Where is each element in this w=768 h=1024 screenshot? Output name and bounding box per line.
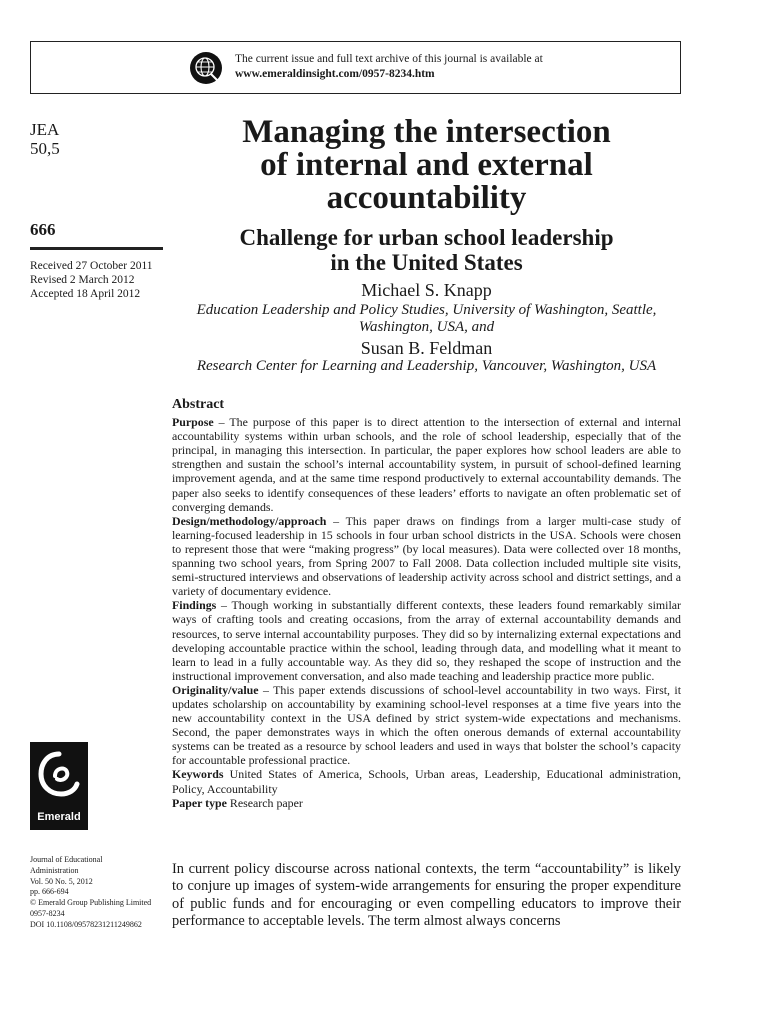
author-affiliation: Education Leadership and Policy Studies, University of Washington, Seattle, Washington, USA, and [196,302,657,335]
abstract-purpose: Purpose – The purpose of this paper is to direct attention to the intersection of external and internal accountability systems within urban schools, and the role of school leadership, especially that of the principal, in managing this intersection. In particular, the paper explores how school leaders are able to strengthen and sustain the school’s internal accountability system, in pursuit of school-defined learning improvement agenda, and at the same time respond productively to external accountability demands. The paper also seeks to identify consequences of these leaders’ efforts to navigate an often problematic set of converging demands. [172,415,681,514]
journal-url-link[interactable]: www.emeraldinsight.com/0957-8234.htm [235,68,435,80]
abstract-originality: Originality/value – This paper extends discussions of school-level accountability in two ways. First, it updates scholarship on accountability by examining school-level responses at a time five years into the new accountability context in the USA defined by strict system-wide expectations and mechanisms. Second, the paper demonstrates ways in which the often onerous demands of external accountability systems can be treated as a resource by school leaders and used in ways that bolster the school’s capacity for accountable professional practice. [172,682,681,768]
abstract-design: Design/methodology/approach – This paper draws on findings from a larger multi-case study of learning-focused leadership in 15 schools in four urban school districts in the USA. Schools were chosen to represent those that were “making progress” (by local measures). Data were collected over 18 months, spanning two school years, from Spring 2007 to Fall 2008. Data collection included multiple site visits, semi-structured interviews and observations of leadership activity across school and district settings, and a variety of documentary evidence. [172,513,681,599]
article-subtitle: Challenge for urban school leadership in the United States [239,225,614,275]
article-history [30,259,153,301]
author-affiliation: Research Center for Learning and Leadership, Vancouver, Washington, USA [196,358,657,374]
accepted-date: Accepted 18 April 2012 [30,288,141,300]
margin-divider [30,247,163,250]
abstract-section [172,398,681,810]
abstract-findings: Findings – Though working in substantially different contexts, these leaders found remarkably similar ways of crafting tools and creating occasions, from the array of external accountability demands and resources, to serve internal accountability purposes. They did so by internalizing external expectations and developing accountable practice within the school, leading through data, and modelling what it meant to learn to lead in a fully accountable way. As they did so, they reshaped the scope of instruction and the instructional improvement conversation, and also made teaching and leadership practice more public. [172,598,681,683]
logo-wordmark: Emerald [37,811,81,823]
journal-abbrev: JEA [30,120,60,139]
abstract-heading: Abstract [172,397,225,412]
abstract-paper-type: Paper type Research paper [172,795,303,810]
article-title: Managing the intersection of internal and external accountability [242,114,611,216]
revised-date: Revised 2 March 2012 [30,274,135,286]
received-date: Received 27 October 2011 [30,260,153,272]
abstract-keywords: Keywords United States of America, Schools, Urban areas, Leadership, Educational administration, Policy, Accountability [172,767,681,796]
body-paragraph: In current policy discourse across national contexts, the term “accountability” is likely to conjure up images of system-wide arrangements for ensuring the proper expenditure of public funds and for encouraging or even compelling educators to improve their performance to acceptable levels. The term almost always concerns [172,861,681,929]
journal-availability-box [30,41,681,94]
availability-note: The current issue and full text archive of this journal is available at [235,53,543,65]
page-number: 666 [30,220,56,239]
volume-issue: 50,5 [30,139,60,158]
author-name: Susan B. Feldman [360,338,493,358]
emerald-swirl-icon [35,748,83,804]
emerald-logo [30,742,88,830]
author-name: Michael S. Knapp [361,280,492,300]
journal-citation: Journal of Educational Administration Vol. 50 No. 5, 2012 pp. 666-694 © Emerald Group Publishing Limited 0957-8234 DOI 10.1108/09578231211249862 [30,855,152,929]
globe-icon [189,51,223,85]
margin-column [30,120,163,300]
